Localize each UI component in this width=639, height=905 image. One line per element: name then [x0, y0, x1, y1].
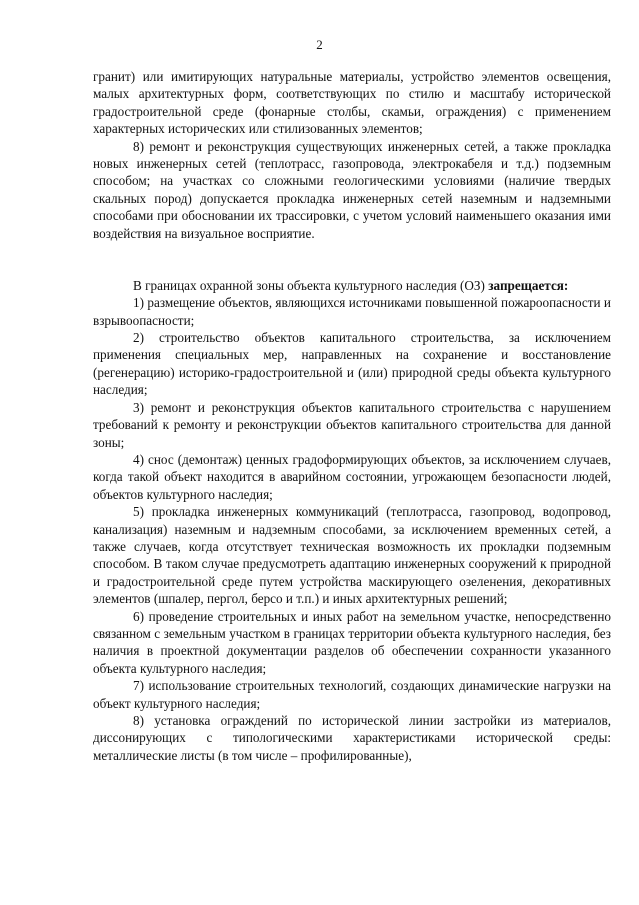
document-body [93, 68, 611, 764]
prohibition-item-4: 4) снос (демонтаж) ценных градоформирующих объектов, за исключением случаев, когда такой объект находится в аварийном состоянии, угрожающем безопасности людей, объектов культурного наследия; [93, 451, 611, 502]
prohibition-item-6: 6) проведение строительных и иных работ на земельном участке, непосредственно связанном с земельным участком в границах территории объекта культурного наследия, без наличия в проектной документации разделов об обеспечении сохранности указанного объекта культурного наследия; [93, 608, 611, 676]
paragraph-continuation: гранит) или имитирующих натуральные материалы, устройство элементов освещения, малых архитектурных форм, соответствующих по стилю и масштабу исторической градостроительной среде (фонарные столбы, скамьи, ограждения) с применением характерных исторических или стилизованных элементов; [93, 69, 611, 137]
prohibition-item-5: 5) прокладка инженерных коммуникаций (теплотрасса, газопровод, водопровод, канализация) наземным и надземным способами, за исключением временных сетей, а также случаев, когда отсутствует техническая возможность их прокладки подземным способом. В таком случае предусмотреть адаптацию инженерных сооружений к природной и градостроительной среде путем устройства маскирующего озеленения, декоративных элементов (шпалер, пергол, берсо и т.п.) и иных архитектурных решений; [93, 504, 611, 607]
prohibition-item-3: 3) ремонт и реконструкция объектов капитального строительства с нарушением требований к ремонту и реконструкции объектов капитального строительства для данной зоны; [93, 399, 611, 450]
zone-heading [93, 277, 611, 294]
zone-intro: В границах охранной зоны объекта культурного наследия (ОЗ) [133, 277, 485, 293]
zone-verb: запрещается: [488, 277, 569, 293]
paragraph-spacer [93, 242, 611, 259]
prohibition-item-2: 2) строительство объектов капитального строительства, за исключением применения специальных мер, направленных на сохранение и восстановление (регенерацию) историко-градостроительной и (или) природной среды объекта культурного наследия; [93, 330, 611, 398]
paragraph-item-8-allowed: 8) ремонт и реконструкция существующих инженерных сетей, а также прокладка новых инженерных сетей (теплотрасс, газопровода, электрокабеля и т.д.) подземным способом; на участках со сложными геологическими условиями (наличие твердых скальных пород) допускается прокладка инженерных сетей наземным и надземными способами при обосновании их трассировки, с учетом условий наименьшего оказания ими воздействия на визуальное восприятие. [93, 138, 611, 241]
prohibition-item-8: 8) установка ограждений по исторической линии застройки из материалов, диссонирующих с типологическими характеристиками исторической среды: металлические листы (в том числе – профилированные), [93, 713, 611, 763]
page-number: 2 [316, 37, 323, 52]
prohibition-item-7: 7) использование строительных технологий, создающих динамические нагрузки на объект культурного наследия; [93, 678, 611, 711]
paragraph-spacer [93, 259, 611, 276]
prohibition-item-1: 1) размещение объектов, являющихся источниками повышенной пожароопасности и взрывоопасности; [93, 295, 611, 328]
